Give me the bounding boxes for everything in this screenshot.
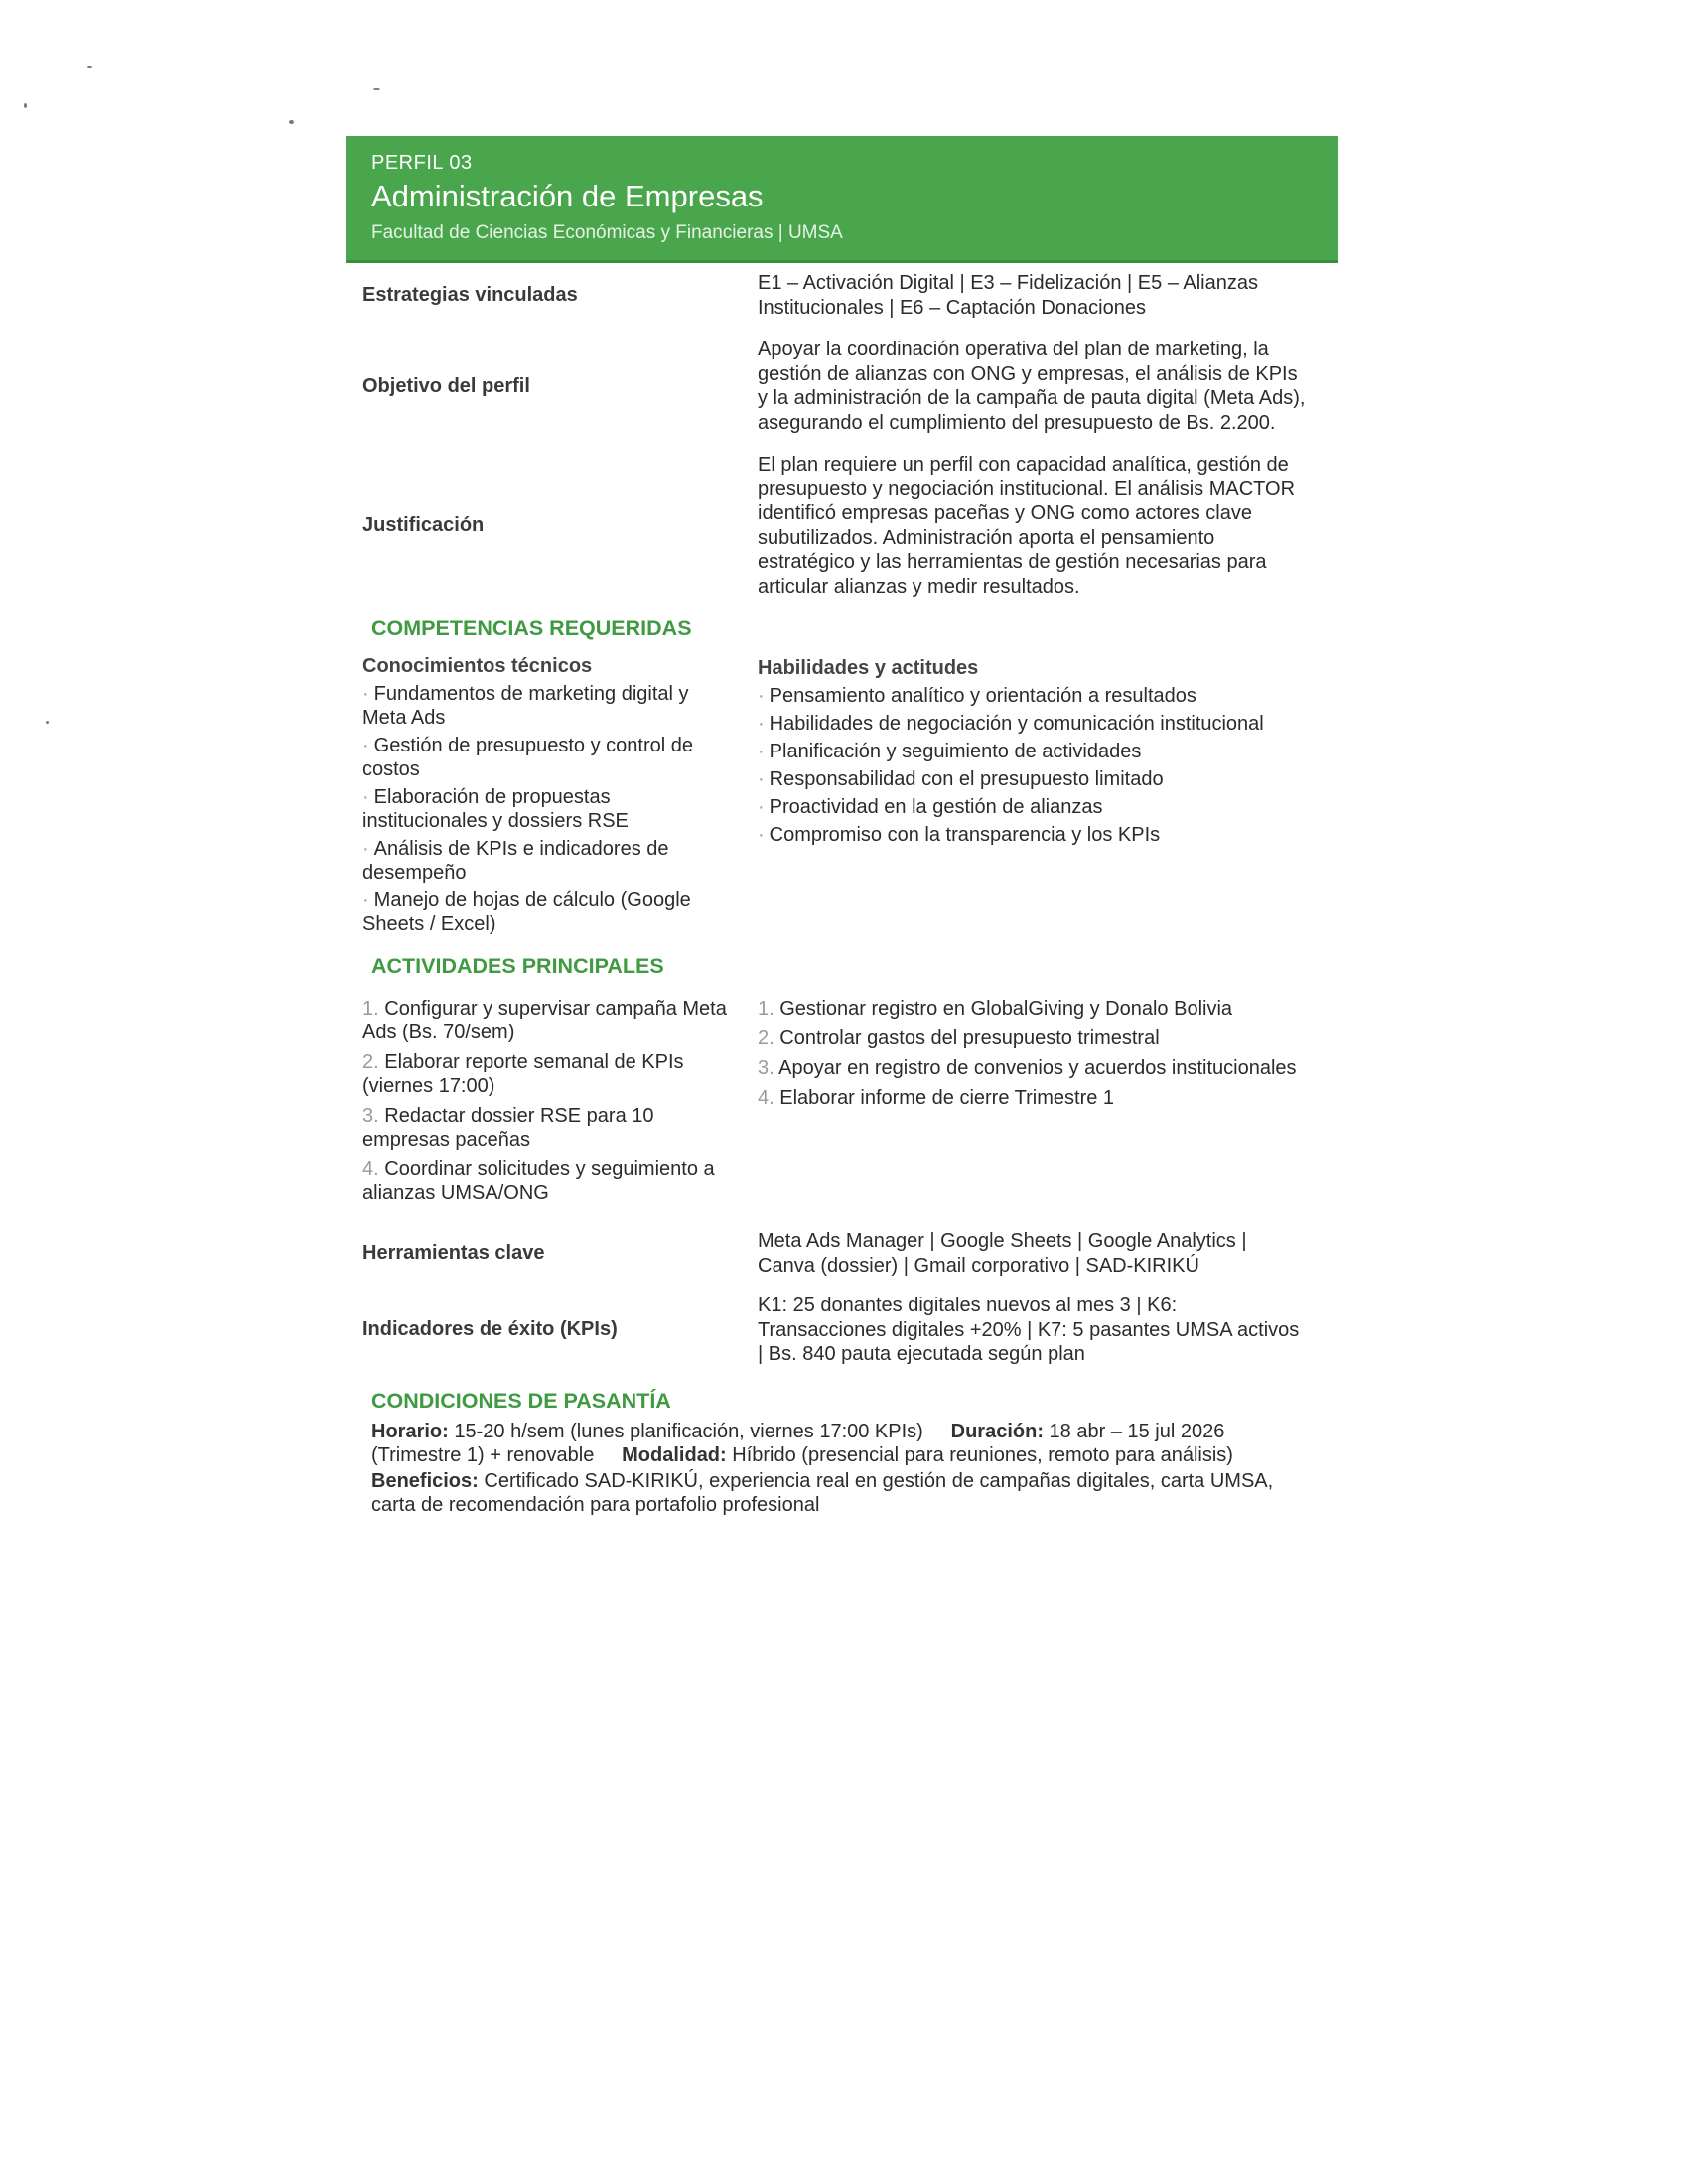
profile-title: Administración de Empresas	[371, 179, 764, 213]
list-item: 4. Coordinar solicitudes y seguimiento a alianzas UMSA/ONG	[362, 1159, 715, 1204]
estrategias-label: Estrategias vinculadas	[362, 284, 578, 306]
actividades-title: ACTIVIDADES PRINCIPALES	[371, 954, 664, 978]
profile-document	[346, 136, 1338, 1517]
list-item: · Compromiso con la transparencia y los KPIs	[758, 824, 1161, 846]
justificacion-value: El plan requiere un perfil con capacidad analítica, gestión de presupuesto y negociación institucional. El análisis MACTOR identificó empresas paceñas y ONG como actores clave subutilizados. Administración aporta el pensamiento estratégico y las herramientas de gestión necesarias para articular alianzas y medir resultados.	[758, 454, 1296, 598]
herramientas-label: Herramientas clave	[362, 1242, 545, 1264]
beneficios-label: Beneficios:	[371, 1469, 479, 1492]
list-item: · Gestión de presupuesto y control de costos	[362, 735, 693, 780]
scan-speck	[46, 721, 49, 724]
list-item: · Habilidades de negociación y comunicación institucional	[758, 713, 1264, 735]
beneficios-value: Certificado SAD-KIRIKÚ, experiencia real en gestión de campañas digitales, carta UMSA, carta de recomendación para portafolio profesional	[371, 1469, 1274, 1516]
habilidades-heading: Habilidades y actitudes	[758, 657, 979, 679]
list-item: 1. Gestionar registro en GlobalGiving y Donalo Bolivia	[758, 998, 1233, 1020]
list-item: 4. Elaborar informe de cierre Trimestre 1	[758, 1087, 1115, 1109]
list-item: · Elaboración de propuestas institucionales y dossiers RSE	[362, 786, 629, 832]
scan-speck	[87, 66, 92, 68]
kpis-value: K1: 25 donantes digitales nuevos al mes 3 | K6: Transacciones digitales +20% | K7: 5 pasantes UMSA activos | Bs. 840 pauta ejecutada según plan	[758, 1295, 1300, 1365]
scan-speck	[373, 88, 380, 90]
actividades-left-column	[346, 997, 758, 1211]
horario-label: Horario:	[371, 1420, 449, 1442]
actividades-right-list	[758, 997, 1309, 1110]
horario-duracion-modalidad	[371, 1420, 1295, 1467]
scan-speck	[289, 120, 294, 124]
objetivo-row	[346, 338, 1338, 435]
profile-header-banner	[346, 136, 1338, 263]
list-item: · Proactividad en la gestión de alianzas	[758, 796, 1103, 818]
kpis-label: Indicadores de éxito (KPIs)	[362, 1318, 618, 1341]
justificacion-label: Justificación	[362, 514, 485, 536]
list-item: 2. Controlar gastos del presupuesto trimestral	[758, 1027, 1160, 1049]
competencias-columns	[346, 655, 1338, 940]
herramientas-row	[346, 1229, 1338, 1278]
conocimientos-column	[346, 655, 758, 940]
list-item: · Pensamiento analítico y orientación a resultados	[758, 685, 1196, 707]
duracion-value: 18 abr – 15 jul 2026 (Trimestre 1) + renovable	[371, 1420, 1225, 1466]
list-item: · Análisis de KPIs e indicadores de desempeño	[362, 838, 669, 884]
estrategias-value: E1 – Activación Digital | E3 – Fidelización | E5 – Alianzas Institucionales | E6 – Captación Donaciones	[758, 272, 1258, 319]
scan-speck	[24, 103, 27, 108]
profile-faculty: Facultad de Ciencias Económicas y Financieras | UMSA	[371, 222, 843, 243]
list-item: 1. Configurar y supervisar campaña Meta Ads (Bs. 70/sem)	[362, 998, 727, 1043]
conocimientos-heading: Conocimientos técnicos	[362, 655, 593, 677]
actividades-columns	[346, 997, 1338, 1211]
objetivo-value: Apoyar la coordinación operativa del plan de marketing, la gestión de alianzas con ONG y empresas, el análisis de KPIs y la administración de la campaña de pauta digital (Meta Ads), asegurando el cumplimiento del presupuesto de Bs. 2.200.	[758, 339, 1306, 434]
duracion-label: Duración:	[950, 1420, 1044, 1442]
justificacion-row	[346, 453, 1338, 599]
condiciones-block	[346, 1420, 1295, 1517]
horario-value: 15-20 h/sem (lunes planificación, viernes 17:00 KPIs)	[454, 1420, 923, 1442]
list-item: · Responsabilidad con el presupuesto limitado	[758, 768, 1164, 790]
list-item: 3. Apoyar en registro de convenios y acuerdos institucionales	[758, 1057, 1297, 1079]
objetivo-label: Objetivo del perfil	[362, 374, 530, 397]
estrategias-row	[346, 271, 1338, 320]
modalidad-label: Modalidad:	[622, 1443, 727, 1466]
profile-number: PERFIL 03	[371, 152, 473, 174]
list-item: 3. Redactar dossier RSE para 10 empresas paceñas	[362, 1105, 654, 1151]
list-item: · Manejo de hojas de cálculo (Google Sheets / Excel)	[362, 889, 691, 935]
list-item: · Planificación y seguimiento de actividades	[758, 741, 1142, 762]
conocimientos-list	[362, 682, 738, 936]
list-item: 2. Elaborar reporte semanal de KPIs (viernes 17:00)	[362, 1051, 684, 1097]
beneficios	[371, 1469, 1295, 1517]
list-item: · Fundamentos de marketing digital y Meta Ads	[362, 683, 689, 729]
modalidad-value: Híbrido (presencial para reuniones, remoto para análisis)	[732, 1443, 1233, 1466]
competencias-title: COMPETENCIAS REQUERIDAS	[371, 616, 692, 640]
kpis-row	[346, 1294, 1338, 1367]
habilidades-list	[758, 684, 1309, 847]
actividades-right-column	[758, 997, 1309, 1116]
herramientas-value: Meta Ads Manager | Google Sheets | Google Analytics | Canva (dossier) | Gmail corporativo | SAD-KIRIKÚ	[758, 1230, 1247, 1277]
condiciones-title: CONDICIONES DE PASANTÍA	[371, 1388, 671, 1413]
actividades-left-list	[362, 997, 738, 1205]
habilidades-column	[758, 655, 1309, 851]
